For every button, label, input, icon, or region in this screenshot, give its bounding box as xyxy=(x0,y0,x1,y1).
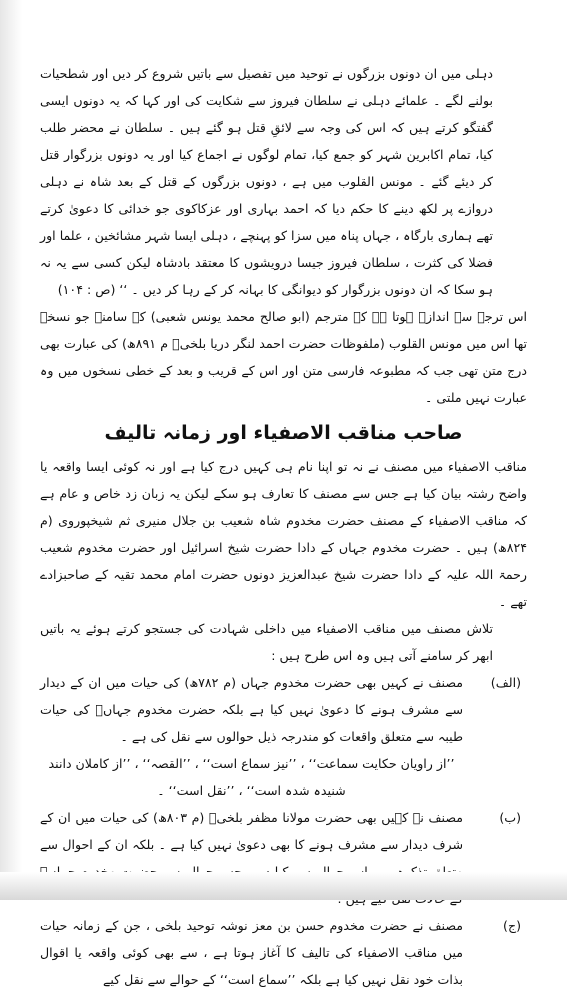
list-item-text: مصنف نے کہیں بھی حضرت مخدوم جہاں (م ۷۸۲ھ) کی حیات میں ان کے دیدار سے مشرف ہونے کا دعویٰ نہیں کیا ہے بلکہ حضرت مخدوم جہاںؒ کی حیات طیبہ سے متعلق واقعات کو مندرجہ ذیل حوالوں سے نقل کی ہے ۔ xyxy=(40,675,463,744)
list-item-text: مصنف نے کہیں بھی حضرت مولانا مظفر بلخیؒ (م ۸۰۳ھ) کی حیات میں ان کے شرف دیدار سے مشرف ہونے کا بھی دعویٰ نہیں کیا ہے ۔ بلکہ ان کے احوال سے xyxy=(40,810,463,852)
paragraph-internal-evidence: تلاش مصنف میں مناقب الاصفیاء میں داخلی شہادت کی جستجو کرتے ہوئے یہ باتیں ابھر کر سامنے آتی ہیں وہ اس طرح ہیں : xyxy=(40,621,493,663)
list-item-alif xyxy=(40,669,527,804)
scan-bottom-shadow xyxy=(0,872,567,900)
section-heading: صاحب مناقب الاصفیاء اور زمانہ تالیف xyxy=(104,422,463,444)
list-marker: (الف) xyxy=(490,675,521,690)
list-marker: (ج) xyxy=(503,918,521,933)
paragraph-author-intro: مناقب الاصفیاء میں مصنف نے نہ تو اپنا نام ہی کہیں درج کیا ہے اور نہ کوئی ایسا واقعہ یا واضح رشتہ بیان کیا ہے جس سے مصنف کا تعارف ہو سکے لیکن یہ زبان زد خاص و عام ہے کہ مناقب الاصفیاء کے مصنف حضرت مخدوم شاہ شعیب بن جلال منیری ثم شیخپوروی (م ۸۲۴ھ) ہیں ۔ حضرت مخدوم جہاں کے دادا حضرت شیخ اسرائیل اور حضرت مخدوم شعیب رحمۃ اللہ علیہ کے دادا حضرت شیخ عبدالعزیز دونوں حضرت امام محمد تقیہ کے صاحبزادے تھے ۔ xyxy=(40,459,527,609)
page-binding-shadow xyxy=(0,0,22,900)
list-item-text: مصنف نے حضرت مخدوم حسن بن معز نوشہ توحید بلخی ، جن کے زمانہ حیات میں مناقب الاصفیاء کی تالیف کا آغاز ہوتا ہے ، سے بھی کوئی واقعہ یا اقوال بذات خود نقل نہیں کیا ہے بلکہ ’’سماع است‘‘ کے حوالے سے نقل کیے xyxy=(40,918,463,987)
paragraph-translation-note: اس ترجے سے اندازہ ہوتا ہے کہ مترجم (ابو صالح محمد یونس شعبی) کے سامنے جو نسخہ تھا اس میں مونس القلوب (ملفوظات حضرت احمد لنگر دریا بلخیؒ م ۸۹۱ھ) کی عبارت بھی درج متن تھی جب کہ مطبوعہ فارسی متن اور اس کے قریب و بعد کے خطی نسخوں میں وہ عبارت نہیں ملتی ۔ xyxy=(40,309,528,405)
quoted-phrases: ’’از راویان حکایت سماعت‘‘ ، ’’نیز سماع است‘‘ ، ’’القصہ‘‘ ، ’’از کاملان دانند شنیدہ شدہ است‘‘ ، ’’نقل است‘‘ ۔ xyxy=(48,756,455,798)
list-marker: (ب) xyxy=(499,810,521,825)
paragraph-quote-continuation: دہلی میں ان دونوں بزرگوں نے توحید میں تفصیل سے باتیں شروع کر دیں اور شطحیات بولنے لگے ۔ علمائے دہلی نے سلطان فیروز سے شکایت کی اور کہا کہ یہ دونوں ایسی گفتگو کرتے ہیں کہ اس کی وجہ سے لائقِ قتل ہو گئے ہیں ۔ سلطان نے محضر طلب کیا، تمام اکابرین شہر کو جمع کیا، تمام لوگوں نے اجماع کیا اور یہ دونوں بزرگوار قتل کر دیئے گئے ۔ مونس القلوب میں ہے ، دونوں بزرگوں کے قتل کے بعد شاہ نے دہلی دروازے پر لکھ دینے کا حکم دیا کہ احمد بہاری اور عزکاکوی جو خدائی کا دعویٰ کرتے تھے ہماری بارگاہ ، جہاں پناہ میں سزا کو پہنچے ، دہلی ایسا شہر مشائخین ، علما اور فضلا کی کثرت ، سلطان فیروز جیسا درویشوں کا معتقد بادشاہ لیکن کسی سے یہ نہ ہو سکا کہ ان دونوں بزرگوار کو دیوانگی کا بہانہ کر کے رہا کر دیں ۔ ‘‘ (ص : ۱۰۴) xyxy=(40,66,493,297)
list-item-jeem xyxy=(40,912,527,993)
page-text xyxy=(40,60,527,993)
